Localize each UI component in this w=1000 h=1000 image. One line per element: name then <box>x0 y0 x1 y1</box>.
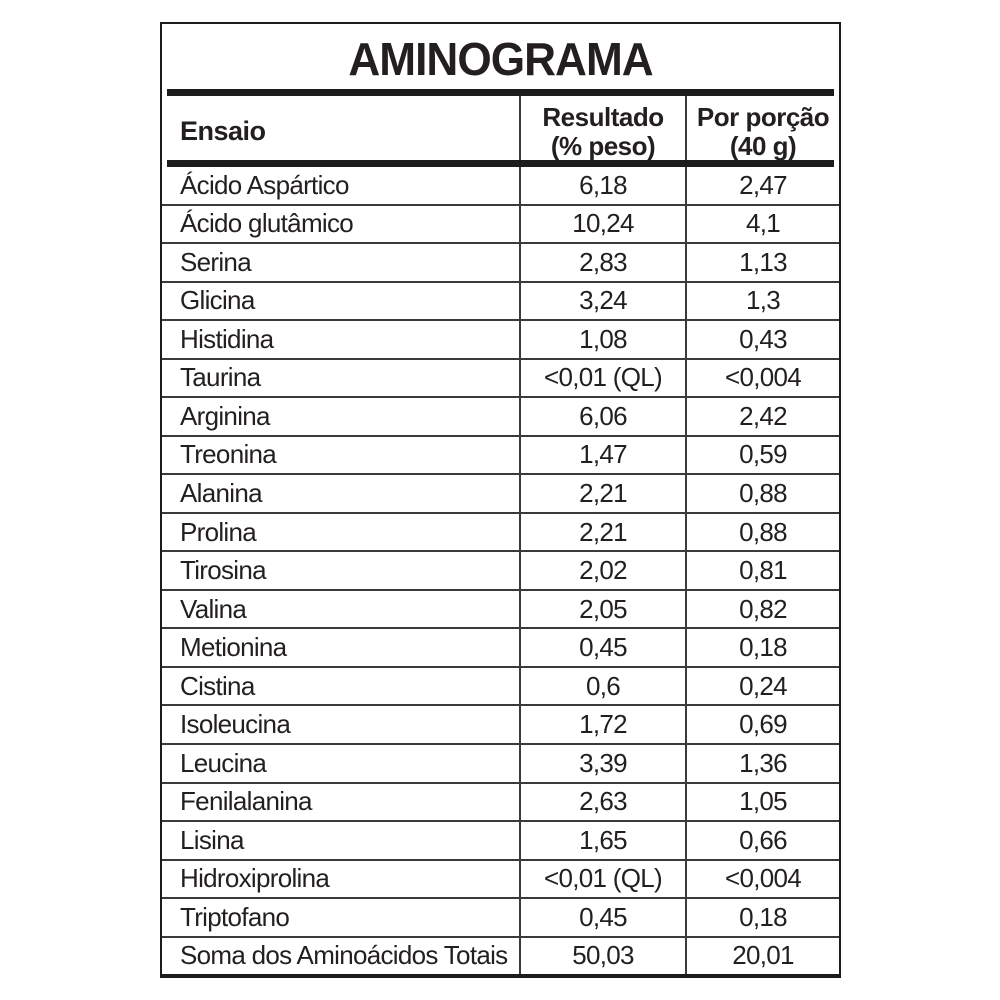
table-row <box>162 589 839 628</box>
cell-por-porcao: 0,43 <box>685 321 839 358</box>
cell-por-porcao: 0,82 <box>685 591 839 628</box>
cell-ensaio: Isoleucina <box>180 709 291 740</box>
cell-ensaio: Hidroxiprolina <box>180 863 330 894</box>
cell-resultado: 6,06 <box>519 398 685 435</box>
cell-resultado: 2,05 <box>519 591 685 628</box>
table-row <box>162 396 839 435</box>
cell-resultado: 1,08 <box>519 321 685 358</box>
table-row <box>162 666 839 705</box>
cell-ensaio: Triptofano <box>180 901 290 932</box>
cell-resultado: 0,45 <box>519 899 685 936</box>
table-row <box>162 743 839 782</box>
table-header-row <box>162 96 839 167</box>
cell-ensaio: Ácido glutâmico <box>180 208 354 239</box>
column-header-por-porcao <box>685 96 839 167</box>
column-header-resultado-line2: (% peso) <box>550 130 656 161</box>
cell-ensaio: Arginina <box>180 400 270 431</box>
cell-resultado: 0,45 <box>519 629 685 666</box>
cell-ensaio: Valina <box>180 593 247 624</box>
cell-resultado: 2,21 <box>519 475 685 512</box>
cell-ensaio: Prolina <box>180 516 257 547</box>
cell-por-porcao: <0,004 <box>685 861 839 898</box>
cell-por-porcao: 1,36 <box>685 745 839 782</box>
table-row <box>162 358 839 397</box>
cell-ensaio: Glicina <box>180 285 255 316</box>
cell-por-porcao: 1,3 <box>685 283 839 320</box>
cell-resultado: 1,72 <box>519 706 685 743</box>
table-body <box>162 167 839 974</box>
column-header-resultado <box>519 96 685 167</box>
cell-ensaio: Metionina <box>180 632 287 663</box>
page-title: AMINOGRAMA <box>348 33 653 85</box>
cell-resultado: <0,01 (QL) <box>519 360 685 397</box>
table-row <box>162 782 839 821</box>
table-row <box>162 704 839 743</box>
table-row <box>162 167 839 204</box>
table-row <box>162 897 839 936</box>
cell-por-porcao: 1,05 <box>685 784 839 821</box>
cell-resultado: 2,21 <box>519 514 685 551</box>
cell-por-porcao: 20,01 <box>685 938 839 975</box>
cell-resultado: 2,63 <box>519 784 685 821</box>
cell-resultado: 0,6 <box>519 668 685 705</box>
cell-por-porcao: 0,18 <box>685 629 839 666</box>
cell-por-porcao: <0,004 <box>685 360 839 397</box>
cell-ensaio: Fenilalanina <box>180 786 312 817</box>
cell-resultado: 2,83 <box>519 244 685 281</box>
cell-por-porcao: 0,69 <box>685 706 839 743</box>
cell-ensaio: Alanina <box>180 478 262 509</box>
table-row <box>162 435 839 474</box>
table-row <box>162 281 839 320</box>
cell-ensaio: Soma dos Aminoácidos Totais <box>180 940 508 971</box>
cell-resultado: 50,03 <box>519 938 685 975</box>
table-row <box>162 473 839 512</box>
table-row <box>162 319 839 358</box>
cell-por-porcao: 0,59 <box>685 437 839 474</box>
cell-resultado: 6,18 <box>519 167 685 204</box>
header-divider <box>167 160 834 167</box>
column-header-por-porcao-line2: (40 g) <box>729 130 797 161</box>
cell-por-porcao: 2,47 <box>685 167 839 204</box>
cell-resultado: 1,65 <box>519 822 685 859</box>
cell-por-porcao: 0,66 <box>685 822 839 859</box>
cell-por-porcao: 2,42 <box>685 398 839 435</box>
title-divider <box>167 89 834 96</box>
cell-ensaio: Histidina <box>180 323 274 354</box>
table-row <box>162 859 839 898</box>
cell-resultado: 3,39 <box>519 745 685 782</box>
table-row <box>162 550 839 589</box>
table-row <box>162 627 839 666</box>
cell-ensaio: Cistina <box>180 670 255 701</box>
cell-por-porcao: 0,88 <box>685 475 839 512</box>
cell-resultado: <0,01 (QL) <box>519 861 685 898</box>
cell-ensaio: Leucina <box>180 747 267 778</box>
table-row <box>162 820 839 859</box>
cell-ensaio: Treonina <box>180 439 277 470</box>
cell-ensaio: Taurina <box>180 362 261 393</box>
table-row <box>162 204 839 243</box>
table-title-row <box>162 24 839 96</box>
cell-ensaio: Tirosina <box>180 555 266 586</box>
table-row <box>162 242 839 281</box>
table-row <box>162 936 839 975</box>
cell-por-porcao: 0,18 <box>685 899 839 936</box>
cell-resultado: 1,47 <box>519 437 685 474</box>
cell-por-porcao: 0,81 <box>685 552 839 589</box>
column-header-ensaio: Ensaio <box>180 116 266 146</box>
table-row <box>162 512 839 551</box>
cell-por-porcao: 1,13 <box>685 244 839 281</box>
cell-ensaio: Ácido Aspártico <box>180 169 349 200</box>
cell-resultado: 3,24 <box>519 283 685 320</box>
cell-por-porcao: 0,88 <box>685 514 839 551</box>
cell-ensaio: Lisina <box>180 824 244 855</box>
column-header-resultado-line1: Resultado <box>542 102 664 133</box>
cell-resultado: 2,02 <box>519 552 685 589</box>
cell-resultado: 10,24 <box>519 206 685 243</box>
column-header-por-porcao-line1: Por porção <box>696 102 830 133</box>
aminogram-table <box>160 22 841 978</box>
cell-por-porcao: 0,24 <box>685 668 839 705</box>
cell-ensaio: Serina <box>180 246 251 277</box>
cell-por-porcao: 4,1 <box>685 206 839 243</box>
